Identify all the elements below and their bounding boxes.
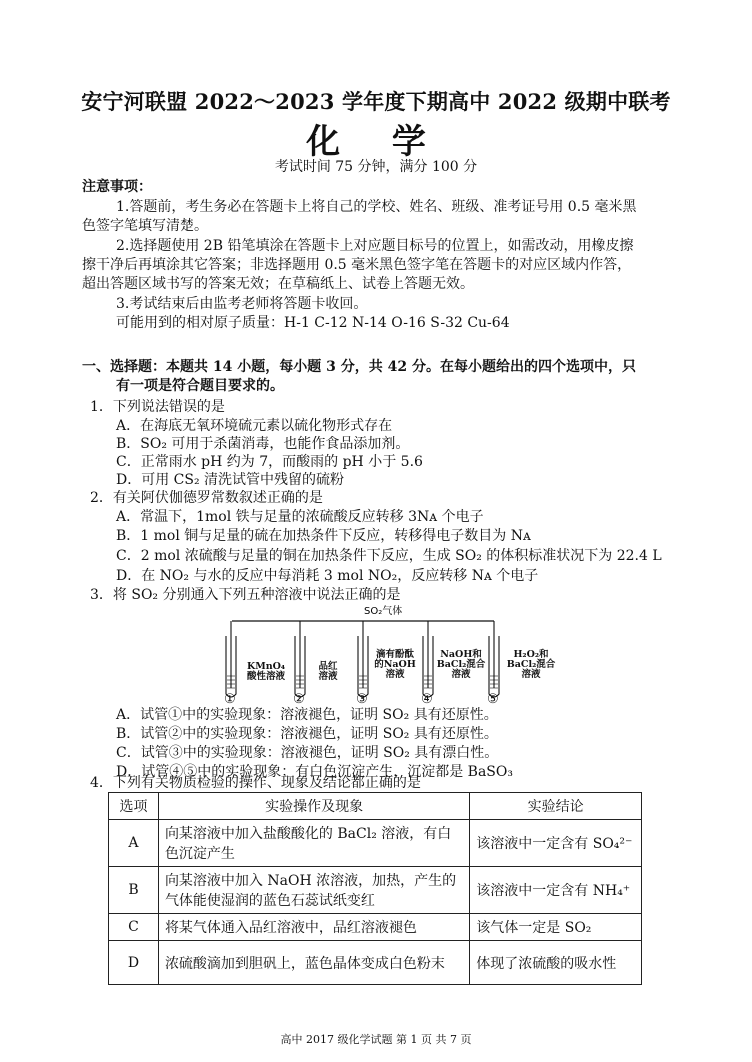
section-heading-cont: 有一项是符合题目要求的。 <box>116 378 284 394</box>
q3-option-a: A．试管①中的实验现象：溶液褪色，证明 SO₂ 具有还原性。 <box>116 707 498 723</box>
table-cell-option: B <box>109 867 159 914</box>
q1-stem: 1．下列说法错误的是 <box>90 399 225 415</box>
notice-line: 2.选择题使用 2B 铅笔填涂在答题卡上对应题目标号的位置上，如需改动，用橡皮擦 <box>116 238 634 254</box>
table-row <box>109 820 642 867</box>
table-cell-conclusion: 体现了浓硫酸的吸水性 <box>470 941 642 985</box>
table-header: 实验操作及现象 <box>158 793 469 820</box>
tube-1-number: ① <box>224 692 236 707</box>
tube-2-label <box>308 662 348 682</box>
tube-5-number: ⑤ <box>487 692 499 707</box>
table-cell-option: C <box>109 914 159 941</box>
tube-3-label-line: 的NaOH <box>374 659 416 670</box>
test-tube-5 <box>489 621 499 697</box>
tube-4-label-line: NaOH和 <box>440 649 482 660</box>
notice-line: 色签字笔填写清楚。 <box>82 218 208 234</box>
tube-1-label <box>236 662 296 682</box>
table-cell-conclusion: 该溶液中一定含有 SO₄²⁻ <box>470 820 642 867</box>
table-cell-operation: 向某溶液中加入盐酸酸化的 BaCl₂ 溶液，有白色沉淀产生 <box>158 820 469 867</box>
q2-stem: 2．有关阿伏伽德罗常数叙述正确的是 <box>90 490 323 506</box>
table-cell-conclusion: 该溶液中一定含有 NH₄⁺ <box>470 867 642 914</box>
tube-4-label-line: BaCl₂混合 <box>436 659 486 670</box>
tube-4-label <box>432 650 490 680</box>
q1-option-d: D．可用 CS₂ 清洗试管中残留的硫粉 <box>116 472 345 488</box>
page-footer: 高中 2017 级化学试题 第 1 页 共 7 页 <box>280 1033 472 1046</box>
tube-3-label-line: 滴有酚酞 <box>375 649 414 660</box>
tube-3-label <box>368 650 422 680</box>
q1-option-a: A．在海底无氧环境硫元素以硫化物形式存在 <box>116 418 393 434</box>
table-header: 实验结论 <box>470 793 642 820</box>
tube-4-label-line: 溶液 <box>451 669 471 680</box>
notice-line: 3.考试结束后由监考老师将答题卡收回。 <box>116 296 368 312</box>
q1-option-c: C．正常雨水 pH 约为 7，而酸雨的 pH 小于 5.6 <box>116 454 423 470</box>
notice-heading: 注意事项： <box>82 179 152 195</box>
table-row <box>109 914 642 941</box>
table-row <box>109 867 642 914</box>
table-row <box>109 941 642 985</box>
q1-option-b: B．SO₂ 可用于杀菌消毒，也能作食品添加剂。 <box>116 436 410 452</box>
q2-option-d: D．在 NO₂ 与水的反应中每消耗 3 mol NO₂，反应转移 Nᴀ 个电子 <box>116 568 539 584</box>
tube-1-label-line: KMnO₄ <box>246 661 286 672</box>
notice-line: 1.答题前，考生务必在答题卡上将自己的学校、姓名、班级、准考证号用 0.5 毫米黑 <box>116 199 637 215</box>
tube-5-label-line: H₂O₂和 <box>513 649 549 660</box>
tube-5-label-line: BaCl₂混合 <box>506 659 556 670</box>
gas-label: SO₂气体 <box>364 606 403 617</box>
table-cell-option: A <box>109 820 159 867</box>
table-cell-operation: 向某溶液中加入 NaOH 浓溶液，加热，产生的气体能使湿润的蓝色石蕊试纸变红 <box>158 867 469 914</box>
q4-options-table <box>108 792 642 985</box>
q3-option-c: C．试管③中的实验现象：溶液褪色，证明 SO₂ 具有漂白性。 <box>116 745 499 761</box>
tube-2-number: ② <box>293 692 305 707</box>
q4-stem: 4．下列有关物质检验的操作、现象及结论都正确的是 <box>90 775 421 791</box>
q2-option-b: B．1 mol 铜与足量的硫在加热条件下反应，转移得电子数目为 Nᴀ <box>116 528 531 544</box>
q3-option-d: D．试管④⑤中的实验现象：有白色沉淀产生，沉淀都是 BaSO₃ <box>116 764 513 780</box>
notice-line: 超出答题区域书写的答案无效；在草稿纸上、试卷上答题无效。 <box>82 276 474 292</box>
atomic-mass-line: 可能用到的相对原子质量：H-1 C-12 N-14 O-16 S-32 Cu-64 <box>116 315 510 331</box>
test-tube-2 <box>295 621 305 697</box>
exam-time-info: 考试时间 75 分钟，满分 100 分 <box>274 159 478 175</box>
tube-3-label-line: 溶液 <box>385 669 405 680</box>
tube-2-label-line: 品红 <box>318 661 338 672</box>
tube-1-label-line: 酸性溶液 <box>246 671 285 682</box>
table-header-row <box>109 793 642 820</box>
exam-title: 安宁河联盟 2022～2023 学年度下期高中 2022 级期中联考 <box>81 89 671 114</box>
subject-title: 化 学 <box>306 122 446 162</box>
table-cell-conclusion: 该气体一定是 SO₂ <box>470 914 642 941</box>
q3-option-b: B．试管②中的实验现象：溶液褪色，证明 SO₂ 具有还原性。 <box>116 726 498 742</box>
notice-line: 擦干净后再填涂其它答案；非选择题用 0.5 毫米黑色签字笔在答题卡的对应区域内作答， <box>82 257 632 273</box>
table-header: 选项 <box>109 793 159 820</box>
tube-2-label-line: 溶液 <box>318 671 338 682</box>
test-tube-3 <box>358 621 368 697</box>
q2-option-c: C．2 mol 浓硫酸与足量的铜在加热条件下反应，生成 SO₂ 的体积标准状况下为 22.4 L <box>116 548 662 564</box>
table-cell-operation: 将某气体通入品红溶液中，品红溶液褪色 <box>158 914 469 941</box>
tube-5-label-line: 溶液 <box>521 669 541 680</box>
test-tube-1 <box>226 621 236 697</box>
table-cell-operation: 浓硫酸滴加到胆矾上，蓝色晶体变成白色粉末 <box>158 941 469 985</box>
tube-5-label <box>500 650 562 680</box>
tube-3-number: ③ <box>356 692 368 707</box>
q3-stem: 3．将 SO₂ 分别通入下列五种溶液中说法正确的是 <box>90 587 401 603</box>
q2-option-a: A．常温下，1mol 铁与足量的浓硫酸反应转移 3Nᴀ 个电子 <box>116 509 484 525</box>
section-heading: 一、选择题：本题共 14 小题，每小题 3 分，共 42 分。在每小题给出的四个选项中，只 <box>82 359 636 375</box>
tube-4-number: ④ <box>421 692 433 707</box>
table-cell-option: D <box>109 941 159 985</box>
